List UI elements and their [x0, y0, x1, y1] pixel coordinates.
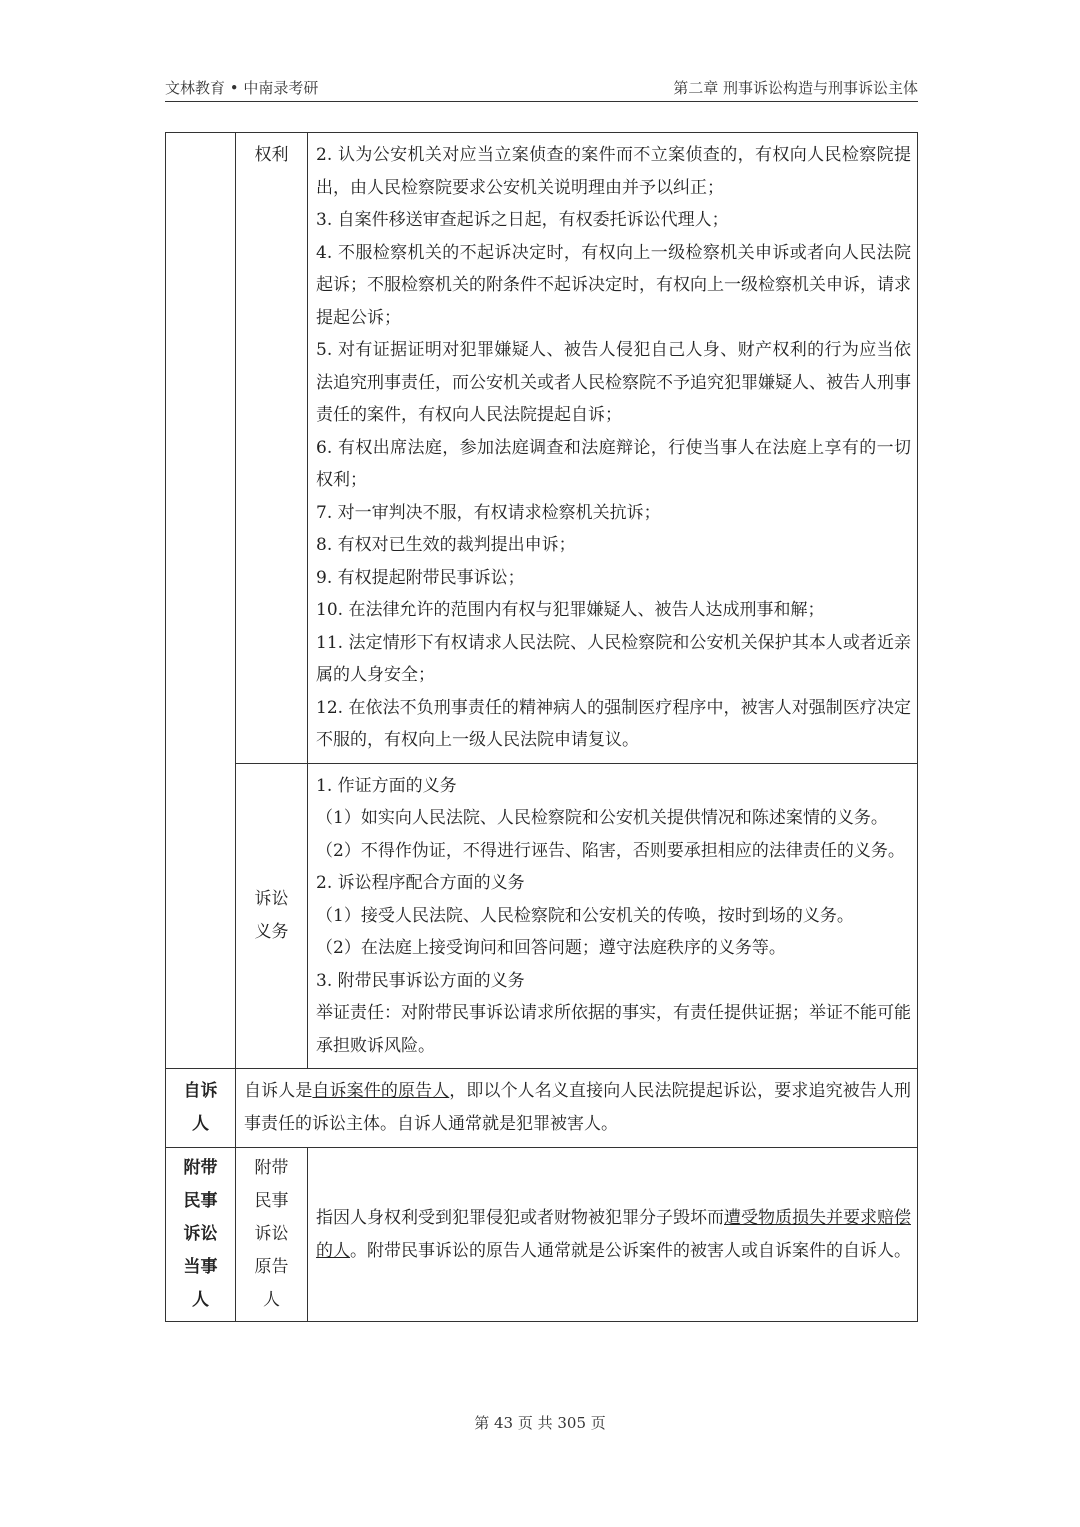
rights-content-cell [308, 133, 918, 764]
label-line: 民事 [183, 1191, 218, 1211]
duties-item: 2. 诉讼程序配合方面的义务 [316, 873, 525, 893]
civil-party-sublabel-cell [236, 1148, 308, 1322]
rights-item: 8. 有权对已生效的裁判提出申诉； [316, 535, 576, 555]
label-line: 附带 [254, 1158, 289, 1178]
rights-item: 4. 不服检察机关的不起诉决定时，有权向上一级检察机关申诉或者向人民法院起诉；不服检察机关的附条件不起诉决定时，有权向上一级检察机关申诉，请求提起公诉； [316, 242, 911, 328]
duties-content-cell [308, 763, 918, 1069]
label-line: 原告 [254, 1257, 289, 1277]
duties-list [308, 764, 917, 1069]
rights-label-cell [236, 133, 308, 764]
private-prosecutor-row [166, 1069, 918, 1148]
header-chapter-title: 第二章 刑事诉讼构造与刑事诉讼主体 [673, 79, 918, 97]
rights-item: 7. 对一审判决不服，有权请求检察机关抗诉； [316, 502, 661, 523]
victim-label-cell-continued [166, 133, 236, 1069]
duties-item: （1）如实向人民法院、人民检察院和公安机关提供情况和陈述案情的义务。 [316, 808, 888, 828]
duties-item: 3. 附带民事诉讼方面的义务 [316, 970, 525, 991]
rights-item: 11. 法定情形下有权请求人民法院、人民检察院和公安机关保护其本人或者近亲属的人身安全； [316, 632, 911, 685]
civil-party-label [166, 1152, 235, 1317]
civil-party-text [308, 1196, 917, 1273]
duties-item: 举证责任：对附带民事诉讼请求所依据的事实，有责任提供证据；举证不能可能承担败诉风险。 [316, 1003, 911, 1056]
duties-item: （2）在法庭上接受询问和回答问题；遵守法庭秩序的义务等。 [316, 938, 786, 958]
underlined-term: 自诉案件的原告人 [312, 1081, 450, 1101]
label-line: 诉讼 [254, 1224, 289, 1244]
civil-party-label-cell [166, 1148, 236, 1322]
rights-item: 2. 认为公安机关对应当立案侦查的案件而不立案侦查的，有权向人民检察院提出，由人民检察院要求公安机关说明理由并予以纠正； [316, 145, 911, 198]
label-line: 当事 [183, 1257, 218, 1277]
rights-row [166, 133, 918, 764]
rights-item: 6. 有权出席法庭，参加法庭调查和法庭辩论，行使当事人在法庭上享有的一切权利； [316, 437, 911, 490]
label-line: 自诉 [183, 1081, 218, 1101]
duties-label-line: 义务 [254, 921, 289, 942]
text-segment: 自诉人是 [244, 1081, 313, 1101]
rights-item: 9. 有权提起附带民事诉讼； [316, 567, 525, 588]
private-prosecutor-label-cell [166, 1069, 236, 1148]
duties-row [166, 763, 918, 1069]
content-table [165, 132, 918, 1322]
label-line: 人 [263, 1290, 280, 1310]
page-number: 第 43 页 共 305 页 [474, 1414, 606, 1432]
underlined-term: 遭受物质损失并要求赔偿的人 [316, 1208, 911, 1261]
rights-item: 10. 在法律允许的范围内有权与犯罪嫌疑人、被告人达成刑事和解； [316, 600, 825, 620]
label-line: 人 [192, 1114, 209, 1134]
private-prosecutor-content-cell [236, 1069, 918, 1148]
text-segment: 。附带民事诉讼的原告人通常就是公诉案件的被害人或自诉案件的自诉人。 [350, 1240, 911, 1261]
private-prosecutor-text [236, 1069, 917, 1146]
duties-item: （2）不得作伪证，不得进行诬告、陷害，否则要承担相应的法律责任的义务。 [316, 840, 905, 861]
label-line: 诉讼 [183, 1224, 218, 1244]
label-line: 人 [192, 1290, 209, 1310]
header-publisher: 文林教育 • 中南录考研 [165, 79, 319, 97]
label-line: 附带 [183, 1158, 218, 1178]
rights-list [308, 133, 917, 763]
rights-item: 3. 自案件移送审查起诉之日起，有权委托诉讼代理人； [316, 210, 729, 230]
civil-party-row [166, 1148, 918, 1322]
duties-item: （1）接受人民法院、人民检察院和公安机关的传唤，按时到场的义务。 [316, 905, 854, 926]
text-segment: ，即以个人名义直接向人民法院提起诉讼，要求追究被告人刑事责任的诉讼主体。自诉人通常就是犯罪被害人。 [244, 1081, 912, 1134]
private-prosecutor-label [166, 1075, 235, 1141]
page-header [165, 75, 918, 102]
duties-item: 1. 作证方面的义务 [316, 775, 457, 796]
duties-label [236, 883, 307, 948]
label-line: 民事 [254, 1191, 289, 1211]
text-segment: 指因人身权利受到犯罪侵犯或者财物被犯罪分子毁坏而 [316, 1208, 724, 1228]
civil-party-sublabel [236, 1152, 307, 1317]
rights-item: 12. 在依法不负刑事责任的精神病人的强制医疗程序中，被害人对强制医疗决定不服的，有权向上一级人民法院申请复议。 [316, 697, 911, 750]
rights-label: 权利 [254, 145, 289, 165]
duties-label-cell [236, 763, 308, 1069]
rights-item: 5. 对有证据证明对犯罪嫌疑人、被告人侵犯自己人身、财产权利的行为应当依法追究刑事责任，而公安机关或者人民检察院不予追究犯罪嫌疑人、被告人刑事责任的案件，有权向人民法院提起自诉； [316, 340, 911, 425]
duties-label-line: 诉讼 [254, 889, 289, 910]
civil-party-content-cell [308, 1148, 918, 1322]
